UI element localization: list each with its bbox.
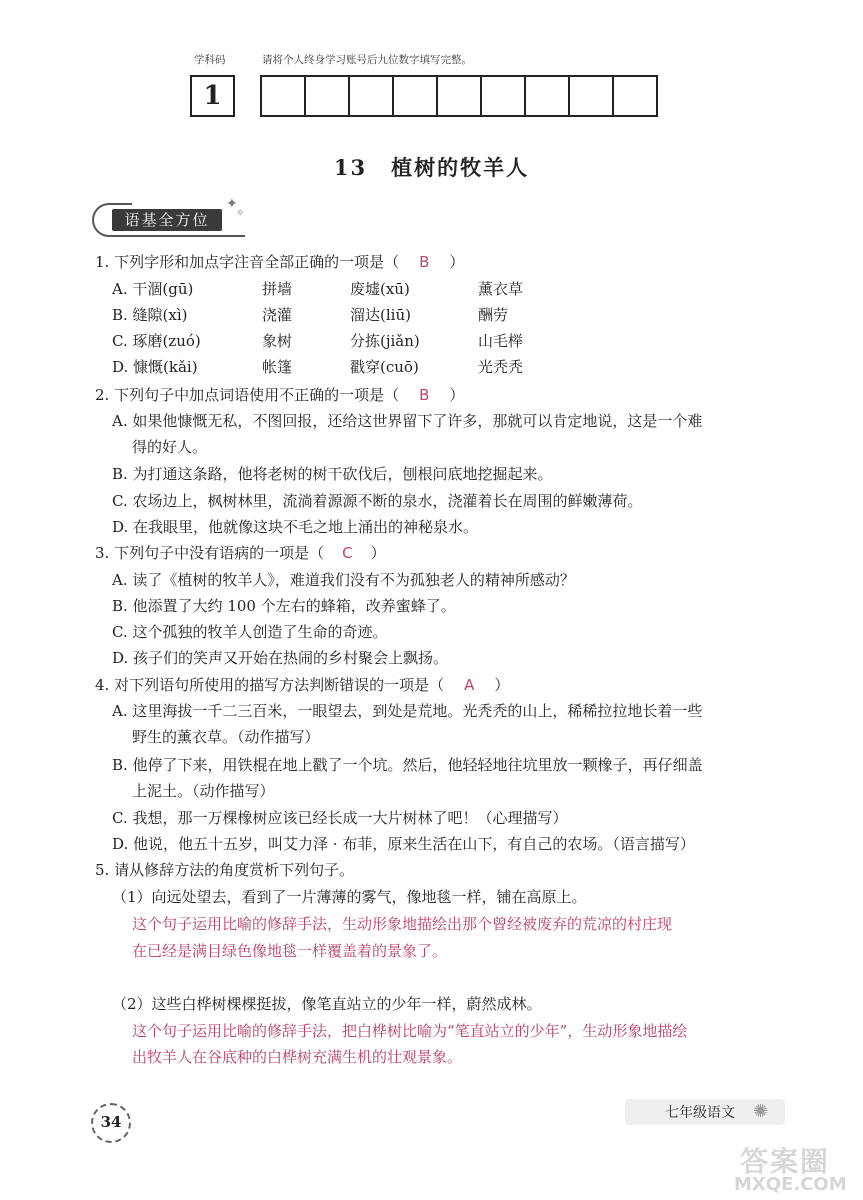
q1-row-c-1: C. 琢磨(zuó) <box>112 332 201 350</box>
lesson-title <box>0 152 863 182</box>
q1-row-d-1: D. 慷慨(kǎi) <box>112 358 198 376</box>
q1-row-d-3: 戳穿(cuō) <box>350 358 419 376</box>
q2-option-d: D. 在我眼里，他就像这块不毛之地上涌出的神秘泉水。 <box>112 518 479 536</box>
watermark-line1: 答案圈 <box>740 1145 831 1178</box>
digit-box[interactable] <box>348 75 394 117</box>
watermark <box>730 1140 860 1198</box>
q4-stem-text: 4. 对下列语句所使用的描写方法判断错误的一项是（ <box>95 676 445 694</box>
q1-row-b-3: 溜达(liū) <box>350 306 411 324</box>
q1-row-a-3: 废墟(xū) <box>350 280 410 298</box>
section-label: 语基全方位 <box>112 209 222 231</box>
q2-close: ） <box>449 386 465 404</box>
grade-badge <box>625 1099 785 1125</box>
q2-option-a-line1: A. 如果他慷慨无私，不图回报，还给这世界留下了许多，那就可以肯定地说，这是一个难 <box>112 412 703 430</box>
section-badge <box>92 203 245 237</box>
q1-row-a-4: 薰衣草 <box>478 280 524 298</box>
q3-answer: C <box>342 544 353 562</box>
page-number-badge <box>86 1098 136 1148</box>
q4-option-b-line1: B. 他停了下来，用铁棍在地上戳了一个坑。然后，他轻轻地往坑里放一颗橡子，再仔细盖 <box>112 756 703 774</box>
q2-stem <box>95 385 464 405</box>
q1-stem <box>95 252 464 272</box>
digit-box[interactable] <box>480 75 526 117</box>
q1-row-d-4: 光秃秃 <box>478 358 524 376</box>
q1-row-d-2: 帐篷 <box>262 358 293 376</box>
q5-sentence-2: （2）这些白桦树棵棵挺拔，像笔直站立的少年一样，蔚然成林。 <box>112 995 542 1013</box>
q5-answer-2-line2: 出牧羊人在谷底种的白桦树充满生机的壮观景象。 <box>132 1048 463 1066</box>
account-digit-boxes <box>260 75 656 117</box>
q1-row-c-4: 山毛榉 <box>478 332 524 350</box>
digit-box[interactable] <box>260 75 306 117</box>
grade-label: 七年级语文 <box>665 1105 735 1121</box>
q2-answer: B <box>419 386 430 404</box>
q5-answer-1-line2: 在已经是满目绿色像地毯一样覆盖着的景象了。 <box>132 942 448 960</box>
q1-row-a-1: A. 干涸(gū) <box>112 280 194 298</box>
account-instruction: 请将个人终身学习账号后九位数字填写完整。 <box>262 54 472 66</box>
digit-box[interactable] <box>612 75 658 117</box>
q1-answer: B <box>419 253 430 271</box>
flower-icon: ✺ <box>753 1101 769 1122</box>
q2-option-c: C. 农场边上，枫树林里，流淌着源源不断的泉水，浇灌着长在周围的鲜嫩薄荷。 <box>112 492 643 510</box>
q2-stem-text: 2. 下列句子中加点词语使用不正确的一项是（ <box>95 386 400 404</box>
q3-stem <box>95 543 386 563</box>
q1-row-b-2: 浇灌 <box>262 306 293 324</box>
q3-stem-text: 3. 下列句子中没有语病的一项是（ <box>95 544 325 562</box>
q3-option-c: C. 这个孤独的牧羊人创造了生命的奇迹。 <box>112 623 388 641</box>
q1-row-b-4: 酬劳 <box>478 306 509 324</box>
q4-option-b-line2: 上泥土。（动作描写） <box>132 782 275 800</box>
lesson-name: 植树的牧羊人 <box>391 155 530 180</box>
digit-box[interactable] <box>436 75 482 117</box>
q1-row-c-2: 象树 <box>262 332 293 350</box>
q1-close: ） <box>449 253 465 271</box>
q5-answer-1-line1: 这个句子运用比喻的修辞手法，生动形象地描绘出那个曾经被废弃的荒凉的村庄现 <box>132 915 673 933</box>
q5-sentence-1: （1）向远处望去，看到了一片薄薄的雾气，像地毯一样，铺在高原上。 <box>112 888 587 906</box>
sparkle-icon: ✦ <box>226 196 238 212</box>
sparkle-icon: ✧ <box>236 208 245 219</box>
page-number: 34 <box>100 1113 122 1131</box>
q3-option-b: B. 他添置了大约 100 个左右的蜂箱，改养蜜蜂了。 <box>112 597 456 615</box>
digit-box[interactable] <box>392 75 438 117</box>
q4-option-a-line2: 野生的薰衣草。（动作描写） <box>132 728 320 746</box>
digit-box[interactable] <box>304 75 350 117</box>
q2-option-b: B. 为打通这条路，他将老树的树干砍伐后，刨根问底地挖掘起来。 <box>112 465 553 483</box>
badge-underline <box>110 235 245 237</box>
q4-close: ） <box>494 676 510 694</box>
q3-option-a: A. 读了《植树的牧羊人》，难道我们没有不为孤独老人的精神所感动？ <box>112 571 575 589</box>
q1-stem-text: 1. 下列字形和加点字注音全部正确的一项是（ <box>95 253 400 271</box>
q4-answer: A <box>464 676 475 694</box>
subject-code-label: 学科码 <box>194 54 226 66</box>
q4-option-d: D. 他说，他五十五岁，叫艾力泽 · 布菲，原来生活在山下，有自己的农场。（语言描写） <box>112 835 695 853</box>
subject-code-box[interactable]: 1 <box>190 75 235 117</box>
q2-option-a-line2: 得的好人。 <box>132 438 208 456</box>
q1-row-b-1: B. 缝隙(xì) <box>112 306 188 324</box>
watermark-line2: MXQE.COM <box>734 1174 847 1195</box>
q1-row-c-3: 分拣(jiǎn) <box>350 332 420 350</box>
q1-row-a-2: 拼墙 <box>262 280 293 298</box>
q4-stem <box>95 675 509 695</box>
q3-option-d: D. 孩子们的笑声又开始在热闹的乡村聚会上飘扬。 <box>112 649 449 667</box>
digit-box[interactable] <box>568 75 614 117</box>
q3-close: ） <box>370 544 386 562</box>
lesson-number: 13 <box>333 155 368 180</box>
digit-box[interactable] <box>524 75 570 117</box>
q5-stem: 5. 请从修辞方法的角度赏析下列句子。 <box>95 861 355 879</box>
q4-option-c: C. 我想，那一万棵橡树应该已经长成一大片树林了吧！（心理描写） <box>112 809 568 827</box>
q4-option-a-line1: A. 这里海拔一千二三百米，一眼望去，到处是荒地。光秃秃的山上，稀稀拉拉地长着一些 <box>112 702 703 720</box>
q5-answer-2-line1: 这个句子运用比喻的修辞手法，把白桦树比喻为“笔直站立的少年”，生动形象地描绘 <box>132 1022 688 1040</box>
